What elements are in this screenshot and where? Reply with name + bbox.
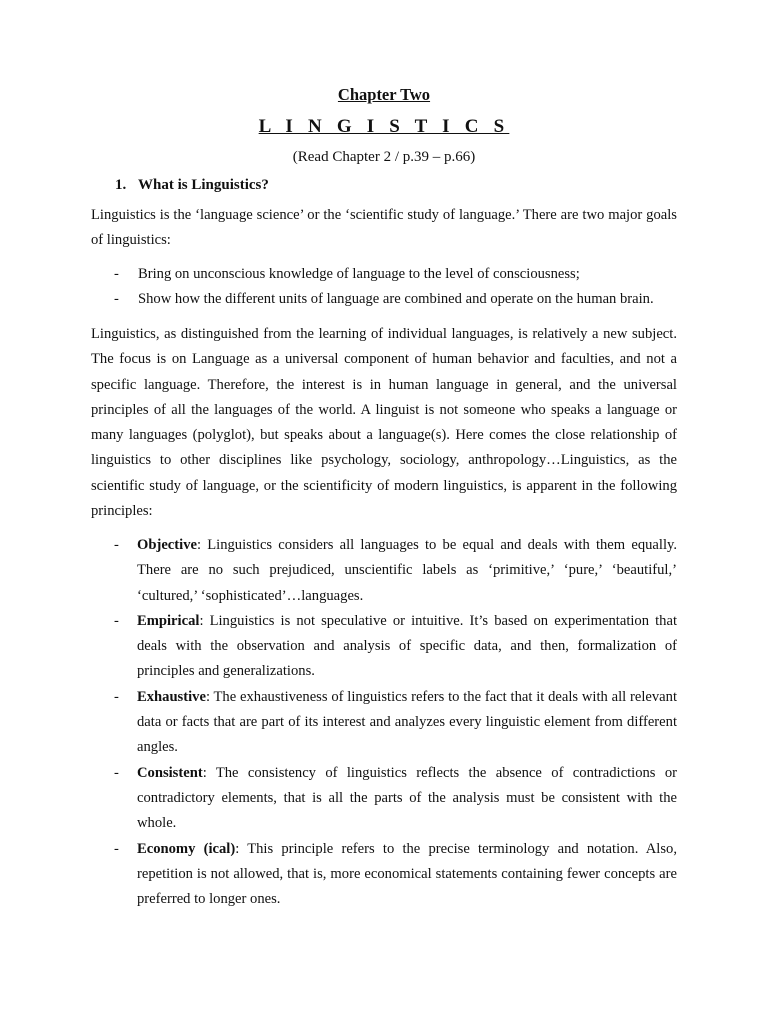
reading-note: (Read Chapter 2 / p.39 – p.66) [292, 149, 476, 165]
principle-term: Economy (ical) [137, 840, 236, 857]
bullet-marker: - [114, 612, 119, 629]
chapter-label: Chapter Two [337, 85, 431, 104]
section-heading [115, 177, 269, 194]
principle-term: Empirical [137, 612, 200, 629]
principle-text: : This principle refers to the precise terminology and notation. Also, repetition is not allowed, that is, more economical statements containing fewer concepts are preferred to longer ones. [137, 840, 677, 908]
principle-text: : The exhaustiveness of linguistics refers to the fact that it deals with all relevant data or facts that are part of its interest and analyzes every linguistic element from different angles. [137, 688, 677, 756]
principle-text: : Linguistics considers all languages to be equal and deals with them equally. There are no such prejudiced, unscientific labels as ‘primitive,’ ‘pure,’ ‘beautiful,’ ‘cultured,’ ‘sophisticated’…languages. [137, 537, 677, 604]
principles-list [114, 533, 677, 912]
principle-item [114, 837, 677, 913]
principle-term: Consistent [137, 764, 203, 781]
intro-paragraph: Linguistics is the ‘language science’ or the ‘scientific study of language.’ There are two major goals of linguistics: [91, 207, 677, 249]
main-paragraph: Linguistics, as distinguished from the learning of individual languages, is relatively a new subject. The focus is on Language as a universal component of human behavior and faculties, and not a specific language. Therefore, the interest is in human language in general, and the universal principles of all the languages of the world. A linguist is not someone who speaks a language or many languages (polyglot), but speaks about a language(s). Here comes the close relationship of linguistics to other disciplines like psychology, sociology, anthropology…Linguistics, as the scientific study of language, or the scientificity of modern linguistics, is apparent in the following principles: [91, 326, 677, 520]
section-heading-text: What is Linguistics? [138, 177, 269, 193]
principle-item [114, 533, 677, 609]
bullet-marker: - [114, 537, 119, 553]
principle-text: : The consistency of linguistics reflects the absence of contradictions or contradictory elements, that is all the parts of the analysis must be consistent with the whole. [137, 764, 677, 832]
bullet-marker: - [114, 266, 119, 282]
principle-text: : Linguistics is not speculative or intuitive. It’s based on experimentation that deals with the observation and analysis of specific data, and then, formalization of principles and generalizations. [137, 612, 677, 680]
bullet-marker: - [114, 688, 119, 705]
section-number: 1. [115, 177, 127, 193]
principle-item [114, 761, 677, 837]
principle-item [114, 685, 677, 761]
goals-list [114, 262, 684, 312]
page-title: L I N G I S T I C S [258, 116, 510, 137]
goal-text: Show how the different units of language are combined and operate on the human brain. [138, 291, 654, 307]
bullet-marker: - [114, 764, 119, 781]
principle-term: Objective [137, 537, 197, 553]
principle-item [114, 609, 677, 685]
goal-item [114, 262, 684, 287]
goal-text: Bring on unconscious knowledge of language to the level of consciousness; [138, 266, 580, 282]
principle-term: Exhaustive [137, 688, 206, 705]
bullet-marker: - [114, 291, 119, 307]
goal-item [114, 287, 684, 312]
bullet-marker: - [114, 840, 119, 857]
